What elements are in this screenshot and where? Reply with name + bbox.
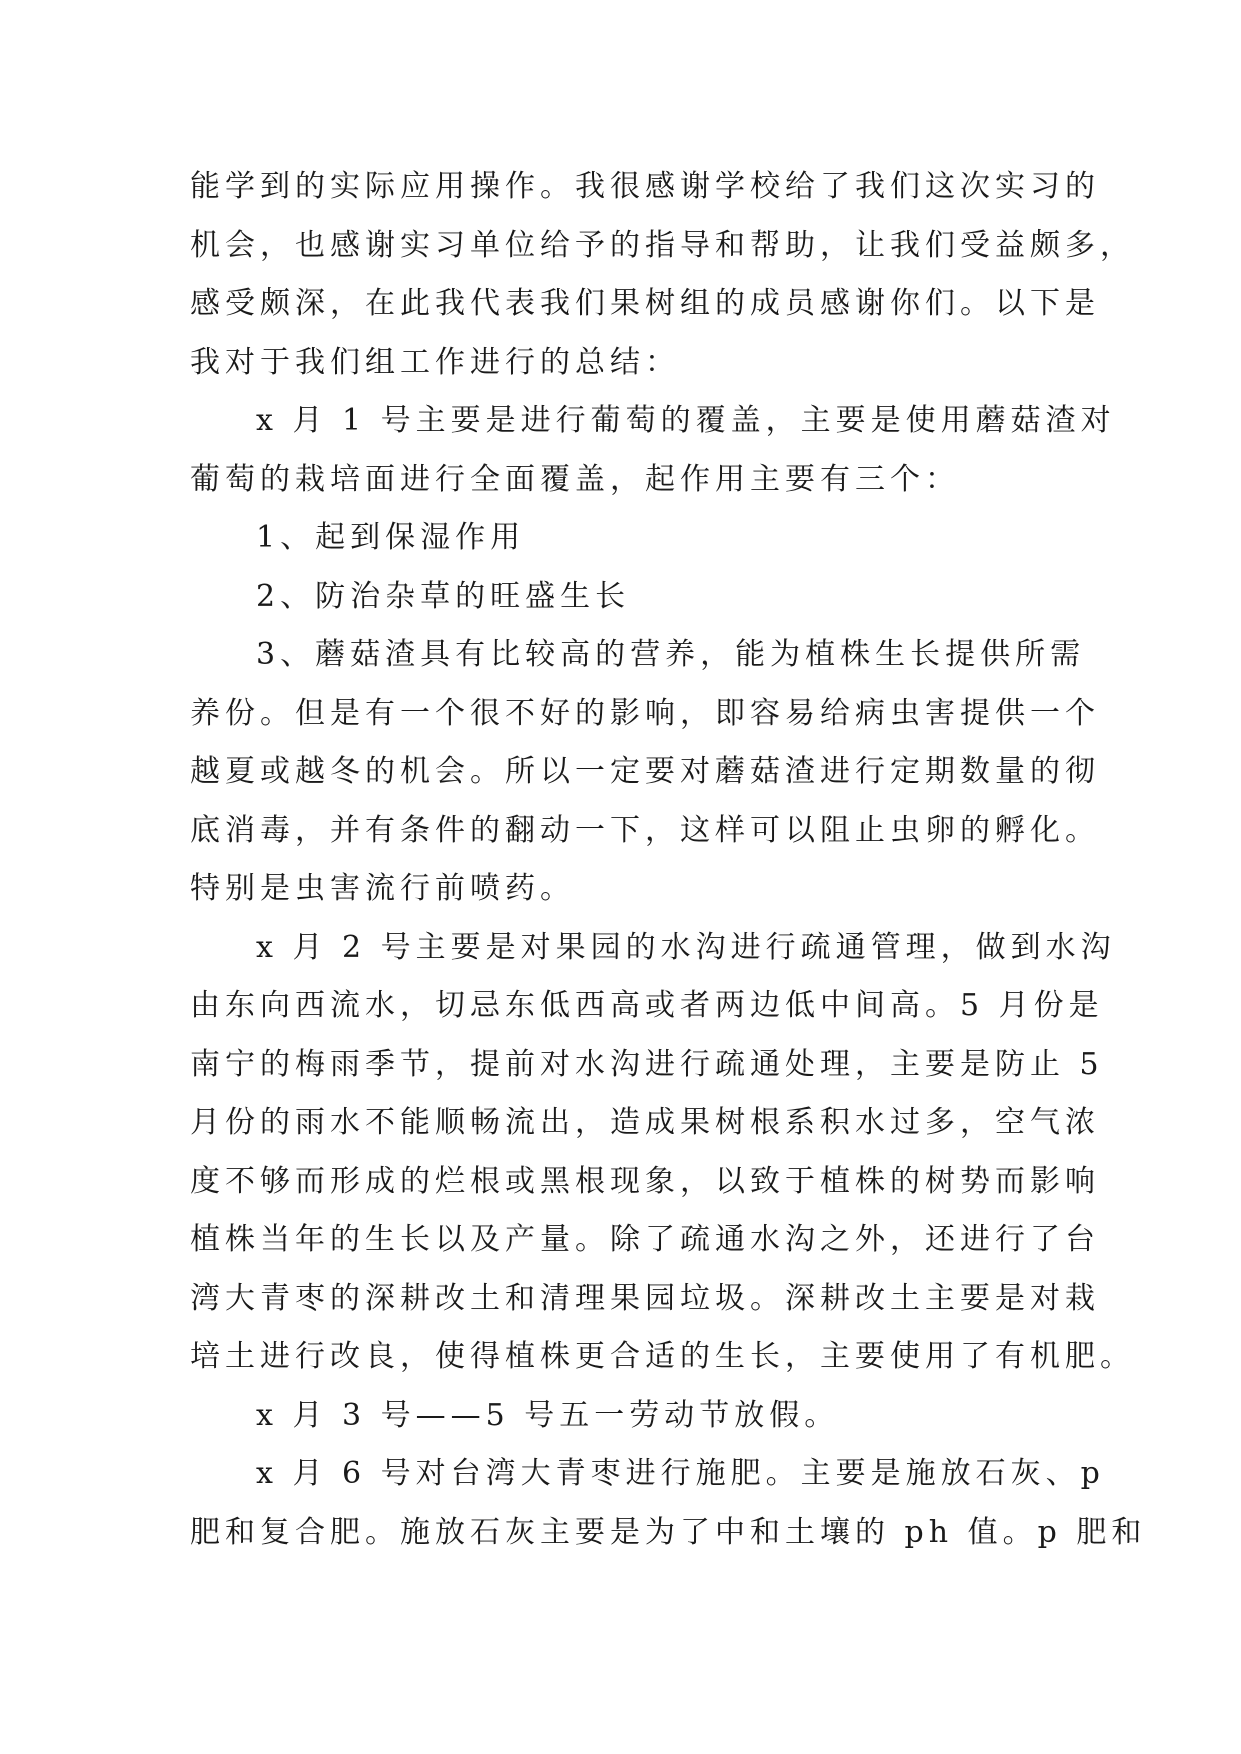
list-item: 3、蘑菇渣具有比较高的营养，能为植株生长提供所需: [256, 637, 1086, 672]
text-line: 肥和复合肥。施放石灰主要是为了中和土壤的 ph 值。p 肥和: [190, 1514, 1147, 1550]
text-line: 养份。但是有一个很不好的影响，即容易给病虫害提供一个: [190, 695, 1100, 731]
text-line: 葡萄的栽培面进行全面覆盖，起作用主要有三个：: [190, 461, 960, 497]
text-line: 培土进行改良，使得植株更合适的生长，主要使用了有机肥。: [190, 1339, 1135, 1374]
paragraph-start-line: x 月 6 号对台湾大青枣进行施肥。主要是施放石灰、p: [256, 1456, 1105, 1491]
text-line: 能学到的实际应用操作。我很感谢学校给了我们这次实习的: [190, 169, 1100, 204]
text-line: 度不够而形成的烂根或黑根现象，以致于植株的树势而影响: [190, 1163, 1100, 1199]
text-line: 我对于我们组工作进行的总结：: [190, 344, 680, 380]
paragraph-start-line: x 月 2 号主要是对果园的水沟进行疏通管理，做到水沟: [256, 929, 1116, 965]
text-line: 感受颇深，在此我代表我们果树组的成员感谢你们。以下是: [190, 286, 1100, 321]
paragraph-start-line: x 月 3 号——5 号五一劳动节放假。: [256, 1397, 840, 1433]
body-text: [190, 158, 1147, 1562]
text-line: 底消毒，并有条件的翻动一下，这样可以阻止虫卵的孵化。: [190, 812, 1100, 848]
text-line: 越夏或越冬的机会。所以一定要对蘑菇渣进行定期数量的彻: [190, 754, 1100, 789]
text-line: 机会，也感谢实习单位给予的指导和帮助，让我们受益颇多，: [190, 227, 1135, 263]
text-line: 月份的雨水不能顺畅流出，造成果树根系积水过多，空气浓: [190, 1105, 1100, 1140]
text-line: 湾大青枣的深耕改土和清理果园垃圾。深耕改土主要是对栽: [190, 1280, 1100, 1316]
text-line: 由东向西流水，切忌东低西高或者两边低中间高。5 月份是: [190, 988, 1104, 1023]
paragraph-start-line: x 月 1 号主要是进行葡萄的覆盖，主要是使用蘑菇渣对: [256, 403, 1116, 438]
text-line: 南宁的梅雨季节，提前对水沟进行疏通处理，主要是防止 5: [190, 1046, 1104, 1082]
list-item: 1、起到保湿作用: [256, 520, 526, 555]
text-line: 植株当年的生长以及产量。除了疏通水沟之外，还进行了台: [190, 1222, 1100, 1257]
text-line: 特别是虫害流行前喷药。: [190, 871, 575, 906]
list-item: 2、防治杂草的旺盛生长: [256, 578, 631, 614]
